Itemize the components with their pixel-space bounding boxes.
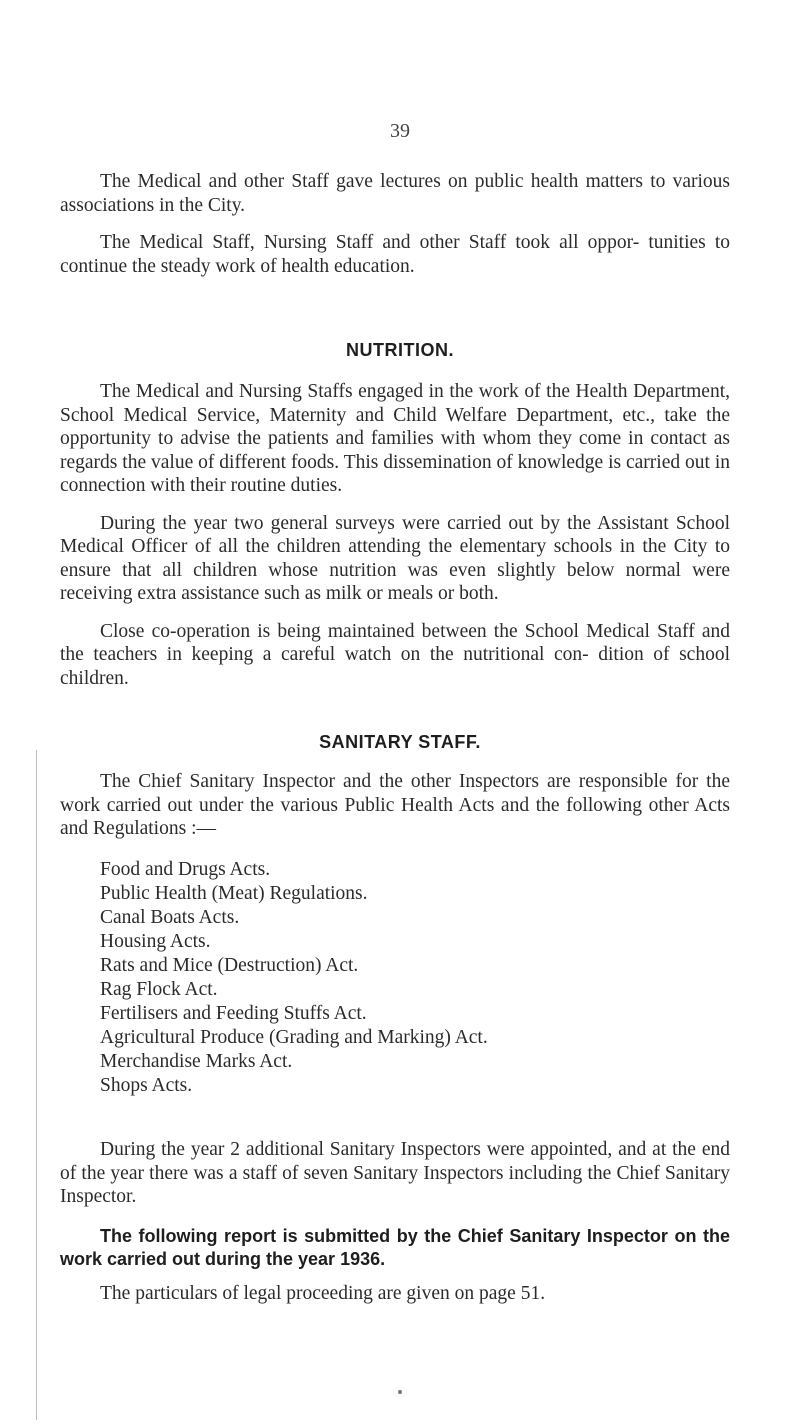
scan-speck xyxy=(398,1390,402,1394)
paragraph-legal-proceedings: The particulars of legal proceeding are given on page 51. xyxy=(100,1283,546,1304)
act-item: Fertilisers and Feeding Stuffs Act. xyxy=(100,1003,367,1024)
paragraph-nutrition-advice: The Medical and Nursing Staffs engaged in the work of the Health Department, School Medical Service, Maternity and Child Welfare Department, etc., take the opportunity to advise the patients and families with whom they come in contact as regards the value of different foods. This dissemination of knowledge is carried out in connection with their routine duties. xyxy=(60,381,730,496)
paragraph-health-education: The Medical Staff, Nursing Staff and other Staff took all oppor- tunities to continue the steady work of health education. xyxy=(60,232,730,277)
acts-list xyxy=(100,858,700,1098)
act-item: Food and Drugs Acts. xyxy=(100,859,271,880)
nutrition-heading: NUTRITION. xyxy=(346,340,454,360)
report-note: The following report is submitted by the Chief Sanitary Inspector on the work carried out during the year 1936. xyxy=(60,1226,730,1269)
act-item: Public Health (Meat) Regulations. xyxy=(100,883,368,904)
paragraph-nutrition-cooperation: Close co-operation is being maintained between the School Medical Staff and the teachers in keeping a careful watch on the nutritional con- dition of school children. xyxy=(60,620,730,689)
paragraph-sanitary-responsibilities: The Chief Sanitary Inspector and the other Inspectors are responsible for the work carried out under the various Public Health Acts and the following other Acts and Regulations :— xyxy=(60,771,730,839)
intro-section xyxy=(60,170,730,278)
act-item: Agricultural Produce (Grading and Marking) Act. xyxy=(100,1027,488,1048)
legal-section xyxy=(60,1282,730,1306)
nutrition-section xyxy=(60,380,730,690)
paragraph-lectures: The Medical and other Staff gave lectures on public health matters to various associations in the City. xyxy=(60,171,730,216)
paragraph-nutrition-surveys: During the year two general surveys were carried out by the Assistant School Medical Officer of all the children attending the elementary schools in the City to ensure that all children whose nutrition was even slightly below normal were receiving extra assistance such as milk or meals or both. xyxy=(60,512,730,604)
act-item: Shops Acts. xyxy=(100,1075,193,1096)
appointment-section xyxy=(60,1138,730,1209)
act-item: Rats and Mice (Destruction) Act. xyxy=(100,955,359,976)
act-item: Housing Acts. xyxy=(100,931,211,952)
paragraph-appointments: During the year 2 additional Sanitary Inspectors were appointed, and at the end of the year there was a staff of seven Sanitary Inspectors including the Chief Sanitary Inspector. xyxy=(60,1139,730,1207)
sanitary-staff-heading: SANITARY STAFF. xyxy=(319,732,481,752)
act-item: Rag Flock Act. xyxy=(100,979,218,1000)
page-number: 39 xyxy=(390,120,410,142)
act-item: Canal Boats Acts. xyxy=(100,907,240,928)
scan-margin-line xyxy=(36,750,37,1420)
act-item: Merchandise Marks Act. xyxy=(100,1051,293,1072)
sanitary-intro xyxy=(60,770,730,841)
